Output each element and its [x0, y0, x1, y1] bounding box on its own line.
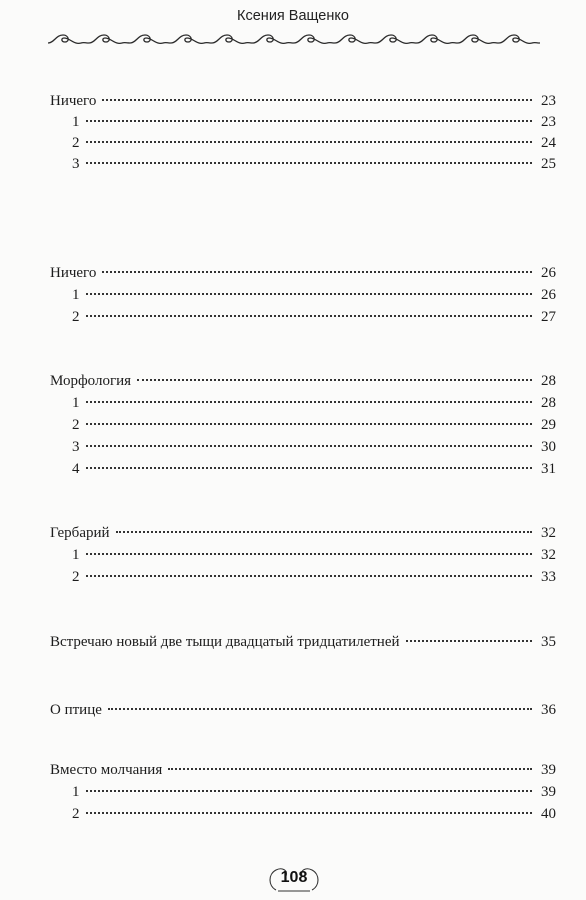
toc-entry-page: 40	[541, 806, 556, 822]
toc-entry-page: 33	[541, 569, 556, 585]
toc-entry-title: 2	[72, 135, 80, 151]
toc-entry-title: О птице	[50, 702, 102, 718]
toc-entry-page: 29	[541, 417, 556, 433]
page-number-badge	[262, 864, 326, 894]
toc-entry-title: 1	[72, 114, 80, 130]
dot-leader	[86, 552, 533, 555]
toc-entry-page: 36	[541, 702, 556, 718]
toc-entry-page: 27	[541, 309, 556, 325]
dot-leader	[86, 314, 533, 317]
toc-entry	[50, 370, 556, 392]
toc-entry-title: 1	[72, 395, 80, 411]
toc-entry-title: 3	[72, 439, 80, 455]
toc-entry-title: 2	[72, 569, 80, 585]
toc-entry-title: 2	[72, 806, 80, 822]
toc-entry-page: 25	[541, 156, 556, 172]
dot-leader	[116, 530, 532, 533]
toc-entry-page: 28	[541, 373, 556, 389]
running-header-author: Ксения Ващенко	[237, 8, 349, 24]
dot-leader	[137, 378, 532, 381]
dot-leader	[86, 422, 533, 425]
toc-subentry	[50, 284, 556, 306]
dot-leader	[102, 270, 532, 273]
toc-entry-title: Встречаю новый две тыщи двадцатый тридцатилетней	[50, 634, 400, 650]
toc-entry-title: Ничего	[50, 93, 97, 109]
toc-entry-title: 1	[72, 784, 80, 800]
toc-subentry	[50, 436, 556, 458]
toc-entry	[50, 759, 556, 781]
toc-entry-page: 39	[541, 784, 556, 800]
toc-entry-page: 26	[541, 265, 556, 281]
toc-entry-title: 3	[72, 156, 80, 172]
toc-entry-page: 31	[541, 461, 556, 477]
page-number: 108	[280, 869, 308, 886]
dot-leader	[86, 466, 533, 469]
toc-subentry	[50, 153, 556, 175]
toc-subentry	[50, 566, 556, 588]
toc-entry-page: 23	[541, 93, 556, 109]
dot-leader	[108, 707, 532, 710]
toc-entry-page: 32	[541, 547, 556, 563]
toc-entry-title: Гербарий	[50, 525, 110, 541]
toc-entry-page: 39	[541, 762, 556, 778]
toc-entry-page: 35	[541, 634, 556, 650]
toc-entry-page: 24	[541, 135, 556, 151]
toc-entry	[50, 90, 556, 112]
toc-entry-page: 28	[541, 395, 556, 411]
toc-entry	[50, 699, 556, 721]
dot-leader	[86, 811, 533, 814]
dot-leader	[102, 98, 532, 101]
wave-ornament-divider	[48, 32, 540, 48]
toc-subentry	[50, 414, 556, 436]
toc-entry-page: 30	[541, 439, 556, 455]
toc-subentry	[50, 544, 556, 566]
toc-entry-title: 1	[72, 547, 80, 563]
toc-entry-title: 2	[72, 309, 80, 325]
dot-leader	[86, 789, 533, 792]
toc-entry	[50, 262, 556, 284]
toc-subentry	[50, 803, 556, 825]
toc-entry-title: Ничего	[50, 265, 97, 281]
toc-entry-title: Вместо молчания	[50, 762, 163, 778]
toc-subentry	[50, 111, 556, 133]
dot-leader	[168, 767, 532, 770]
dot-leader	[86, 140, 533, 143]
toc-entry-title: 1	[72, 287, 80, 303]
dot-leader	[86, 574, 533, 577]
toc-entry	[50, 522, 556, 544]
dot-leader	[86, 400, 533, 403]
dot-leader	[86, 444, 533, 447]
dot-leader	[406, 639, 532, 642]
toc-entry-page: 26	[541, 287, 556, 303]
toc-subentry	[50, 132, 556, 154]
toc-subentry	[50, 392, 556, 414]
toc-entry-title: 4	[72, 461, 80, 477]
dot-leader	[86, 119, 533, 122]
toc-entry-page: 23	[541, 114, 556, 130]
toc-entry-page: 32	[541, 525, 556, 541]
toc-entry-title: 2	[72, 417, 80, 433]
dot-leader	[86, 161, 533, 164]
toc-subentry	[50, 306, 556, 328]
dot-leader	[86, 292, 533, 295]
toc-entry	[50, 631, 556, 653]
toc-subentry	[50, 781, 556, 803]
toc-entry-title: Морфология	[50, 373, 132, 389]
toc-subentry	[50, 458, 556, 480]
